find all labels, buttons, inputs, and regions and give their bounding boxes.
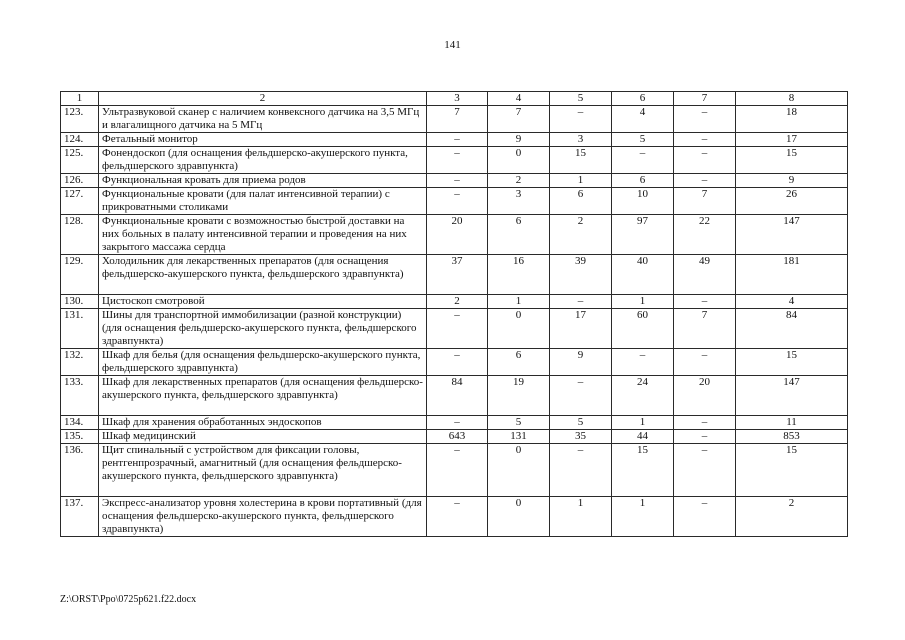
row-number: 126. [61, 174, 99, 188]
header-cell: 2 [99, 92, 427, 106]
value-cell: – [427, 309, 488, 349]
value-cell: – [427, 188, 488, 215]
item-name: Экспресс-анализатор уровня холестерина в крови портативный (для оснащения фельдшерско-акушерского пункта, фельдшерского здравпункта) [99, 497, 427, 537]
table-row [61, 215, 848, 255]
value-cell: 147 [736, 376, 848, 416]
row-number: 136. [61, 444, 99, 497]
value-cell: 1 [488, 295, 550, 309]
value-cell: 2 [488, 174, 550, 188]
value-cell: – [427, 416, 488, 430]
table-row [61, 376, 848, 416]
value-cell: 19 [488, 376, 550, 416]
item-name: Фетальный монитор [99, 133, 427, 147]
value-cell: 15 [736, 147, 848, 174]
item-name: Функциональные кровати с возможностью быстрой доставки на них больных в палату интенсивной терапии и проведения на них закрытого массажа сердца [99, 215, 427, 255]
value-cell: 60 [612, 309, 674, 349]
value-cell: 0 [488, 309, 550, 349]
header-cell: 5 [550, 92, 612, 106]
item-name: Ультразвуковой сканер с наличием конвексного датчика на 3,5 МГц и влагалищного датчика на 5 МГц [99, 106, 427, 133]
table-row [61, 430, 848, 444]
item-name: Щит спинальный с устройством для фиксации головы, рентгенпрозрачный, амагнитный (для оснащения фельдшерско-акушерского пункта, фельдшерского здравпункта) [99, 444, 427, 497]
value-cell: 1 [612, 497, 674, 537]
header-cell: 3 [427, 92, 488, 106]
value-cell: 0 [488, 444, 550, 497]
header-cell: 4 [488, 92, 550, 106]
row-number: 127. [61, 188, 99, 215]
value-cell: 0 [488, 147, 550, 174]
table-header-row [61, 92, 848, 106]
equipment-table [60, 91, 848, 537]
value-cell: 9 [736, 174, 848, 188]
value-cell: 4 [612, 106, 674, 133]
table-row [61, 174, 848, 188]
value-cell: 84 [736, 309, 848, 349]
value-cell: – [550, 106, 612, 133]
value-cell: 6 [488, 349, 550, 376]
value-cell: 44 [612, 430, 674, 444]
value-cell: – [427, 174, 488, 188]
row-number: 137. [61, 497, 99, 537]
value-cell: – [674, 133, 736, 147]
value-cell: 15 [736, 444, 848, 497]
value-cell: 1 [550, 497, 612, 537]
value-cell: 15 [612, 444, 674, 497]
value-cell: 0 [488, 497, 550, 537]
value-cell: 2 [427, 295, 488, 309]
value-cell: 181 [736, 255, 848, 295]
table-row [61, 497, 848, 537]
value-cell: 16 [488, 255, 550, 295]
value-cell: 17 [736, 133, 848, 147]
value-cell: 7 [674, 309, 736, 349]
header-cell: 8 [736, 92, 848, 106]
value-cell: – [427, 133, 488, 147]
table-row [61, 133, 848, 147]
value-cell: 37 [427, 255, 488, 295]
value-cell: 20 [674, 376, 736, 416]
value-cell: 3 [488, 188, 550, 215]
value-cell: – [550, 295, 612, 309]
value-cell: 40 [612, 255, 674, 295]
row-number: 128. [61, 215, 99, 255]
item-name: Холодильник для лекарственных препаратов (для оснащения фельдшерско-акушерского пункта, фельдшерского здравпункта) [99, 255, 427, 295]
value-cell: 131 [488, 430, 550, 444]
value-cell: 35 [550, 430, 612, 444]
value-cell: – [550, 444, 612, 497]
value-cell: 22 [674, 215, 736, 255]
item-name: Цистоскоп смотровой [99, 295, 427, 309]
value-cell: – [612, 147, 674, 174]
table-row [61, 444, 848, 497]
value-cell: – [674, 295, 736, 309]
value-cell: 853 [736, 430, 848, 444]
table-row [61, 349, 848, 376]
table-row [61, 147, 848, 174]
value-cell: 49 [674, 255, 736, 295]
value-cell: – [674, 106, 736, 133]
value-cell: 7 [427, 106, 488, 133]
header-cell: 6 [612, 92, 674, 106]
row-number: 129. [61, 255, 99, 295]
item-name: Шины для транспортной иммобилизации (разной конструкции) (для оснащения фельдшерско-акушерского пункта, фельдшерского здравпункта) [99, 309, 427, 349]
row-number: 132. [61, 349, 99, 376]
value-cell: 6 [612, 174, 674, 188]
value-cell: – [674, 444, 736, 497]
value-cell: 15 [550, 147, 612, 174]
row-number: 135. [61, 430, 99, 444]
header-cell: 1 [61, 92, 99, 106]
value-cell: – [674, 497, 736, 537]
item-name: Шкаф для хранения обработанных эндоскопов [99, 416, 427, 430]
value-cell: 24 [612, 376, 674, 416]
table-row [61, 416, 848, 430]
value-cell: 97 [612, 215, 674, 255]
value-cell: 26 [736, 188, 848, 215]
table-row [61, 188, 848, 215]
item-name: Шкаф для лекарственных препаратов (для оснащения фельдшерско-акушерского пункта, фельдшерского здравпункта) [99, 376, 427, 416]
row-number: 133. [61, 376, 99, 416]
page-number: 141 [444, 39, 461, 51]
value-cell: 20 [427, 215, 488, 255]
value-cell: 1 [612, 295, 674, 309]
row-number: 125. [61, 147, 99, 174]
row-number: 134. [61, 416, 99, 430]
item-name: Шкаф медицинский [99, 430, 427, 444]
value-cell: 2 [736, 497, 848, 537]
value-cell: 6 [488, 215, 550, 255]
value-cell: – [674, 416, 736, 430]
value-cell: 3 [550, 133, 612, 147]
value-cell: 84 [427, 376, 488, 416]
value-cell: – [427, 444, 488, 497]
value-cell: 39 [550, 255, 612, 295]
value-cell: – [427, 147, 488, 174]
value-cell: 7 [488, 106, 550, 133]
table-row [61, 295, 848, 309]
table-row [61, 106, 848, 133]
value-cell: 643 [427, 430, 488, 444]
row-number: 131. [61, 309, 99, 349]
value-cell: – [427, 349, 488, 376]
item-name: Функциональная кровать для приема родов [99, 174, 427, 188]
item-name: Шкаф для белья (для оснащения фельдшерско-акушерского пункта, фельдшерского здравпункта) [99, 349, 427, 376]
table-row [61, 309, 848, 349]
value-cell: – [674, 349, 736, 376]
value-cell: 9 [550, 349, 612, 376]
value-cell: – [674, 430, 736, 444]
value-cell: – [427, 497, 488, 537]
value-cell: 15 [736, 349, 848, 376]
value-cell: – [674, 147, 736, 174]
value-cell: – [550, 376, 612, 416]
value-cell: 1 [612, 416, 674, 430]
row-number: 130. [61, 295, 99, 309]
value-cell: 5 [488, 416, 550, 430]
row-number: 124. [61, 133, 99, 147]
value-cell: 10 [612, 188, 674, 215]
item-name: Функциональные кровати (для палат интенсивной терапии) с прикроватными столиками [99, 188, 427, 215]
value-cell: 9 [488, 133, 550, 147]
value-cell: – [612, 349, 674, 376]
row-number: 123. [61, 106, 99, 133]
value-cell: 1 [550, 174, 612, 188]
value-cell: 5 [612, 133, 674, 147]
value-cell: – [674, 174, 736, 188]
value-cell: 17 [550, 309, 612, 349]
value-cell: 2 [550, 215, 612, 255]
value-cell: 18 [736, 106, 848, 133]
value-cell: 7 [674, 188, 736, 215]
footer-file-path: Z:\ORST\Ppo\0725p621.f22.docx [60, 594, 197, 605]
table-row [61, 255, 848, 295]
item-name: Фонендоскоп (для оснащения фельдшерско-акушерского пункта, фельдшерского здравпункта) [99, 147, 427, 174]
value-cell: 147 [736, 215, 848, 255]
value-cell: 6 [550, 188, 612, 215]
value-cell: 4 [736, 295, 848, 309]
header-cell: 7 [674, 92, 736, 106]
value-cell: 5 [550, 416, 612, 430]
value-cell: 11 [736, 416, 848, 430]
